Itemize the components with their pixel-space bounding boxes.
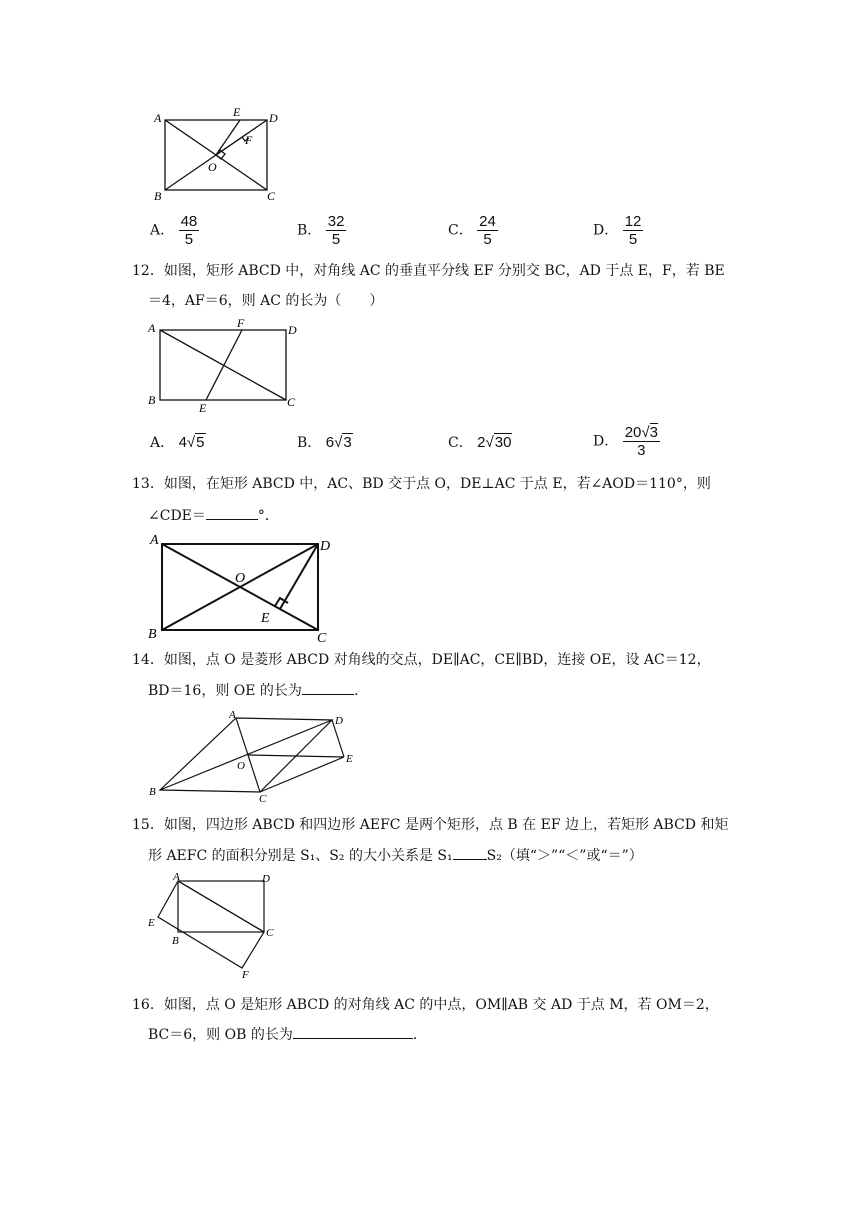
q14-line-2: BD＝16，则 OE 的长为 . [148, 675, 358, 707]
q12-option-c[interactable]: C． 2√30 [448, 434, 512, 451]
q12-option-d[interactable]: D． $\frac{20√3}{3}$ [593, 424, 658, 459]
fig15-label-c: C [266, 927, 274, 939]
q16-line-2: BC＝6，则 OB 的长为 . [148, 1019, 417, 1051]
fig11-label-f: F [245, 133, 253, 147]
fig12-label-d: D [288, 323, 297, 337]
q12-option-a[interactable]: A． 4√5 [150, 434, 205, 451]
fig14-label-b: B [149, 786, 156, 798]
fig12-label-c: C [287, 395, 296, 409]
fig11-label-b: B [154, 189, 162, 203]
fig13-label-e: E [261, 611, 270, 626]
fig15-label-d: D [262, 873, 270, 885]
q11-option-a[interactable]: A． $\frac{48}{5}$ [150, 213, 198, 248]
fig11-label-d: D [269, 111, 278, 125]
fig14-label-o: O [237, 760, 245, 772]
q11-option-b[interactable]: B． $\frac{32}{5}$ [297, 213, 345, 248]
answer-blank[interactable] [453, 845, 487, 860]
fig11-label-c: C [267, 189, 276, 203]
fig13-label-o: O [235, 571, 246, 586]
fig13-label-b: B [148, 627, 157, 642]
figure-q11 [148, 100, 288, 205]
fig12-label-e: E [199, 401, 207, 415]
fig15-label-e: E [148, 917, 155, 929]
fig15-label-b: B [172, 935, 179, 947]
answer-blank[interactable] [302, 680, 354, 695]
fig11-label-o: O [208, 160, 217, 174]
q15-line-2: 形 AEFC 的面积分别是 S₁、S₂ 的大小关系是 S₁ S₂（填“＞”“＜”或“＝”） [148, 840, 643, 872]
fig14-label-c: C [259, 793, 267, 805]
fig14-label-e: E [346, 753, 353, 765]
q13-line-1: 13．如图，在矩形 ABCD 中，AC、BD 交于点 O，DE⊥AC 于点 E，若∠AOD＝110°，则 [132, 476, 711, 492]
q12-option-b[interactable]: B． 6√3 [297, 434, 352, 451]
figure-q12 [144, 316, 304, 416]
fig13-label-c: C [317, 631, 327, 644]
fig14-label-d: D [335, 715, 343, 727]
fig15-label-a: A [173, 871, 180, 883]
fig13-label-d: D [320, 539, 331, 554]
fig11-label-a: A [154, 111, 162, 125]
figure-q14 [146, 706, 366, 806]
fig13-label-a: A [150, 533, 159, 548]
answer-blank[interactable] [293, 1024, 413, 1039]
figure-q15 [144, 868, 284, 980]
fig15-label-f: F [242, 969, 249, 980]
q12-line-1: 12．如图，矩形 ABCD 中，对角线 AC 的垂直平分线 EF 分别交 BC，AD 于点 E，F，若 BE [132, 263, 725, 279]
q11-option-d[interactable]: D． $\frac{12}{5}$ [593, 213, 642, 248]
fig12-label-f: F [237, 316, 245, 330]
fig14-label-a: A [229, 709, 236, 721]
fig12-label-a: A [148, 321, 156, 335]
fig11-label-e: E [233, 105, 241, 119]
answer-blank[interactable] [206, 505, 258, 520]
q11-option-c[interactable]: C． $\frac{24}{5}$ [448, 213, 496, 248]
q12-line-2: ＝4，AF＝6，则 AC 的长为（ ） [148, 293, 384, 309]
fig12-label-b: B [148, 393, 156, 407]
q13-line-2: ∠CDE＝ °． [148, 500, 279, 532]
q15-line-1: 15．如图，四边形 ABCD 和四边形 AEFC 是两个矩形，点 B 在 EF 边上，若矩形 ABCD 和矩 [132, 817, 729, 833]
figure-q13 [144, 532, 344, 644]
q16-line-1: 16．如图，点 O 是矩形 ABCD 的对角线 AC 的中点，OM∥AB 交 AD 于点 M，若 OM＝2， [132, 997, 719, 1013]
q14-line-1: 14．如图，点 O 是菱形 ABCD 对角线的交点，DE∥AC，CE∥BD，连接 OE，设 AC＝12， [132, 652, 711, 668]
